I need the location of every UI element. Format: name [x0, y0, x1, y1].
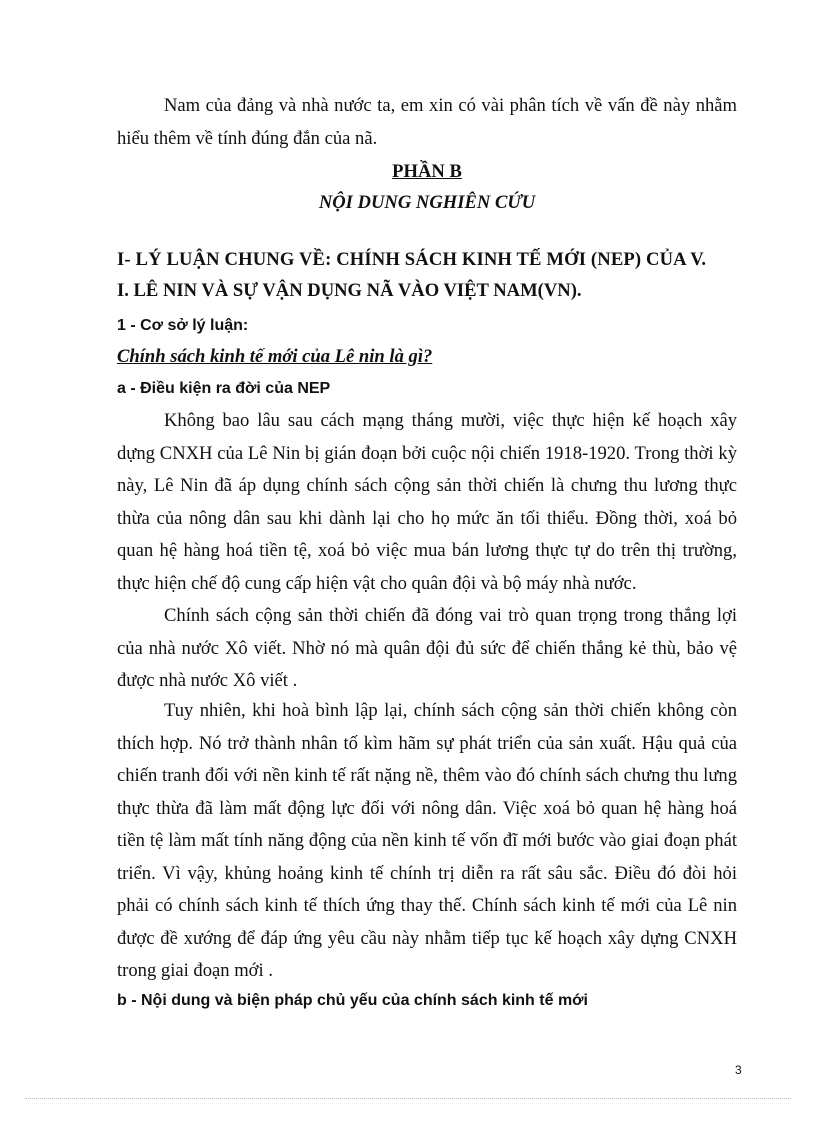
body-paragraph: Không bao lâu sau cách mạng tháng mười, việc thực hiện kế hoạch xây dựng CNXH của Lê Nin bị gián đoạn bởi cuộc nội chiến 1918-1920. Trong thời kỳ này, Lê Nin đã áp dụng chính sách cộng sản thời chiến là chưng thu lương thực thừa của nông dân sau khi dành lại cho họ mức ăn tối thiểu. Đồng thời, xoá bỏ quan hệ hàng hoá tiền tệ, xoá bỏ việc mua bán lương thực tự do trên thị trường, thực hiện chế độ cung cấp hiện vật cho quân đội và bộ máy nhà nước.	[117, 410, 737, 594]
heading-b: b - Nội dung và biện pháp chủ yếu của chính sách kinh tế mới	[117, 992, 588, 1009]
page-divider	[25, 1098, 791, 1099]
subsection-heading: 1 - Cơ sở lý luận:	[117, 317, 249, 334]
part-title: PHẦN B	[392, 161, 462, 182]
body-paragraph: Tuy nhiên, khi hoà bình lập lại, chính sách cộng sản thời chiến không còn thích hợp. Nó trở thành nhân tố kìm hãm sự phát triển của sản xuất. Hậu quả của chiến tranh đối với nền kinh tế rất nặng nề, thêm vào đó chính sách chưng thu lưng thực thừa đã làm mất động lực đối với nông dân. Việc xoá bỏ quan hệ hàng hoá tiền tệ làm mất tính năng động của nền kinh tế vốn đĩ mới bước vào giai đoạn phát triển. Vì vậy, khủng hoảng kinh tế chính trị diễn ra rất sâu sắc. Điều đó đòi hỏi phải có chính sách kinh tế thích ứng thay thế. Chính sách kinh tế mới của Lê nin được đề xướng để đáp ứng yêu cầu này nhằm tiếp tục kế hoạch xây dựng CNXH trong giai đoạn mới .	[117, 700, 737, 981]
intro-paragraph: Nam của đảng và nhà nước ta, em xin có vài phân tích về vấn đề này nhằm hiểu thêm về tính đúng đắn của nã.	[117, 95, 737, 149]
section-heading-line-1: I- LÝ LUẬN CHUNG VỀ: CHÍNH SÁCH KINH TẾ MỚI (NEP) CỦA V.	[117, 249, 707, 270]
section-heading-line-2: I. LÊ NIN VÀ SỰ VẬN DỤNG NÃ VÀO VIỆT NAM(VN).	[117, 280, 582, 301]
heading-a: a - Điều kiện ra đời của NEP	[117, 380, 331, 397]
page-number: 3	[735, 1063, 742, 1077]
part-subtitle: NỘI DUNG NGHIÊN CỨU	[318, 192, 536, 213]
question-heading: Chính sách kinh tế mới của Lê nin là gì?	[117, 346, 433, 367]
body-paragraph: Chính sách cộng sản thời chiến đã đóng vai trò quan trọng trong thắng lợi của nhà nước Xô viết. Nhờ nó mà quân đội đủ sức để chiến thắng kẻ thù, bảo vệ được nhà nước Xô viết .	[117, 605, 737, 691]
